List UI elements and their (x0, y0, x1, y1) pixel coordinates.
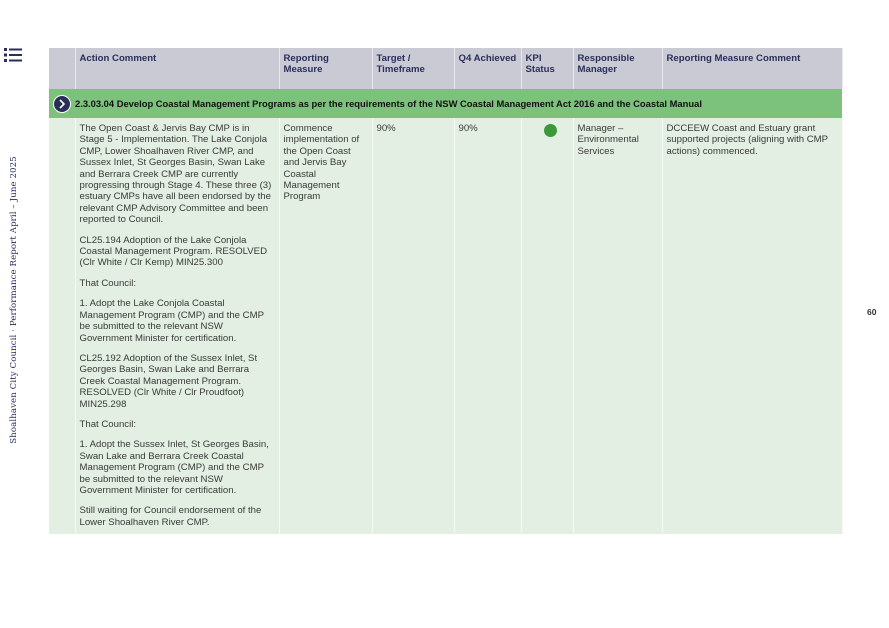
header-reporting-measure-comment: Reporting Measure Comment (662, 48, 842, 89)
performance-table (49, 48, 843, 534)
header-responsible-manager: Responsible Manager (573, 48, 662, 89)
header-kpi-status: KPI Status (521, 48, 573, 89)
responsible-manager-cell: Manager – Environmental Services (573, 118, 662, 534)
action-comment-paragraph: The Open Coast & Jervis Bay CMP is in Stage 5 - Implementation. The Lake Conjola CMP, Lower Shoalhaven River CMP, and Sussex Inlet, St Georges Basin, Swan Lake and Berrara Creek CMP are currently progressing through Stage 4. These three (3) estuary CMPs have all been endorsed by the relevant CMP Advisory Committee and been reported to Council. (79, 123, 272, 226)
reporting-measure-comment-cell: DCCEEW Coast and Estuary grant supported projects (aligning with CMP actions) commenced. (662, 118, 842, 534)
page-number: 60 (867, 307, 877, 317)
section-title: 2.3.03.04 Develop Coastal Management Programs as per the requirements of the NSW Coastal Management Act 2016 and the Coastal Manual (75, 89, 842, 118)
header-target: Target / Timeframe (372, 48, 454, 89)
action-comment-paragraph: Still waiting for Council endorsement of the Lower Shoalhaven River CMP. (79, 505, 262, 528)
menu-icon[interactable] (4, 47, 22, 63)
action-comment-paragraph: 1. Adopt the Lake Conjola Coastal Management Program (CMP) and the CMP be submitted to the relevant NSW Government Minister for certification. (79, 298, 264, 344)
kpi-status-cell (521, 118, 573, 534)
action-comment-paragraph: That Council: (79, 277, 137, 289)
action-comment-paragraph: CL25.194 Adoption of the Lake Conjola Coastal Management Program. RESOLVED (Clr White / Clr Kemp) MIN25.300 (79, 234, 268, 269)
section-row (49, 89, 842, 118)
action-comment-cell (75, 118, 279, 534)
header-reporting-measure: Reporting Measure (279, 48, 372, 89)
action-comment-paragraph: That Council: (79, 418, 137, 430)
green-status-dot-icon (544, 124, 557, 137)
table-header-row (49, 48, 842, 89)
report-side-title: Shoalhaven City Council · Performance Report April – June 2025 (9, 156, 19, 444)
header-q4-achieved: Q4 Achieved (454, 48, 521, 89)
header-blank (49, 48, 75, 89)
chevron-right-icon[interactable] (53, 95, 71, 113)
action-comment-paragraph: CL25.192 Adoption of the Sussex Inlet, St Georges Basin, Swan Lake and Berrara Creek Coastal Management Program. RESOLVED (Clr White / Clr Proudfoot) MIN25.298 (79, 352, 258, 410)
lead-cell (49, 118, 75, 534)
section-toggle-cell[interactable] (49, 89, 75, 118)
table-row (49, 118, 842, 534)
reporting-measure-cell: Commence implementation of the Open Coast and Jervis Bay Coastal Management Program (279, 118, 372, 534)
q4-achieved-cell: 90% (454, 118, 521, 534)
header-action-comment: Action Comment (75, 48, 279, 89)
action-comment-paragraph: 1. Adopt the Sussex Inlet, St Georges Basin, Swan Lake and Berrara Creek Coastal Management Program (CMP) and the CMP be submitted to the relevant NSW Government Minister for certification. (79, 439, 269, 496)
target-cell: 90% (372, 118, 454, 534)
